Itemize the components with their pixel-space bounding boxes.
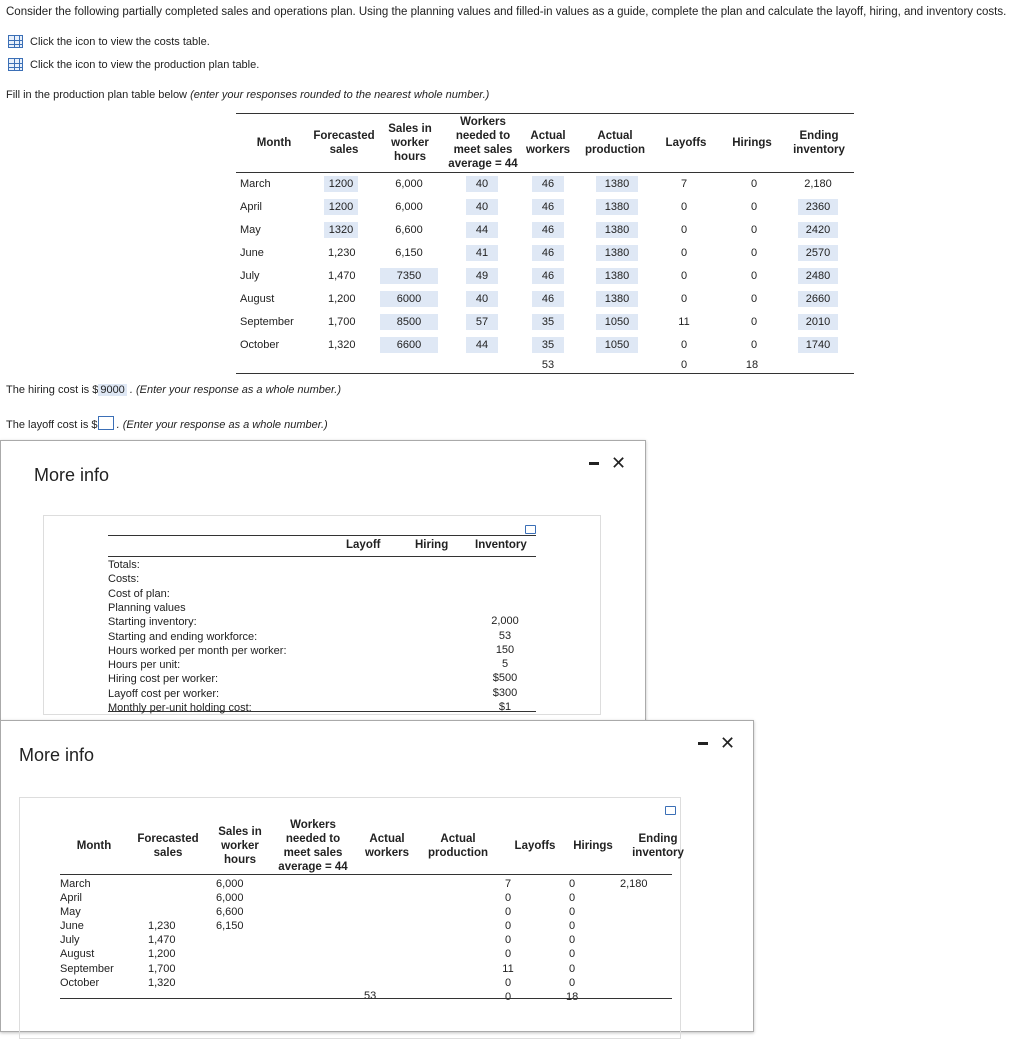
plan-cell[interactable]: 6600 bbox=[380, 337, 438, 353]
planning-value: 2,000 bbox=[491, 615, 519, 628]
plan-col-header: Forecasted sales bbox=[313, 130, 375, 156]
table-icon[interactable] bbox=[8, 58, 23, 71]
plan-cell[interactable]: 46 bbox=[532, 268, 564, 284]
plan-cell[interactable]: 7350 bbox=[380, 268, 438, 284]
layoff-cost-line bbox=[6, 416, 328, 431]
plan-col-header: Ending inventory bbox=[793, 130, 845, 156]
plan-reference-hirings: 0 bbox=[568, 878, 576, 890]
plan-cell[interactable]: 40 bbox=[466, 199, 498, 215]
plan-cell[interactable]: 2010 bbox=[798, 314, 838, 330]
instruction bbox=[6, 89, 489, 101]
footer-layoffs: 0 bbox=[680, 359, 688, 371]
production-plan-modal bbox=[0, 720, 754, 1032]
instruction-main: Fill in the production plan table below bbox=[6, 89, 188, 101]
copy-icon[interactable] bbox=[525, 525, 536, 534]
plan-table-frame bbox=[19, 797, 684, 1039]
plan-col-header: Workers needed to meet sales average = 44 bbox=[448, 116, 518, 170]
plan-reference-layoffs: 0 bbox=[504, 948, 512, 961]
hiring-cost-input[interactable]: 9000 bbox=[100, 384, 125, 396]
plan-reference-col-header: Actual production bbox=[427, 833, 489, 859]
planning-value: 53 bbox=[498, 629, 512, 642]
hiring-cost-line bbox=[6, 384, 341, 396]
plan-reference-col-header: Ending inventory bbox=[632, 833, 684, 859]
plan-reference-layoffs: 0 bbox=[504, 976, 512, 989]
col-hiring: Hiring bbox=[415, 539, 449, 551]
plan-reference-hours: 6,150 bbox=[216, 920, 244, 933]
plan-col-header: Sales in worker hours bbox=[388, 123, 432, 163]
plan-reference-hours: 6,600 bbox=[216, 906, 244, 919]
plan-cell: 0 bbox=[750, 178, 758, 190]
plan-reference-month: August bbox=[60, 948, 95, 961]
plan-reference-forecast: 1,230 bbox=[148, 920, 176, 933]
plan-reference-hirings: 18 bbox=[566, 990, 579, 1003]
modal-controls bbox=[698, 734, 735, 752]
planning-value: $300 bbox=[492, 686, 518, 699]
plan-cell[interactable]: 41 bbox=[466, 245, 498, 261]
costs-table-link[interactable] bbox=[8, 35, 210, 48]
plan-cell[interactable]: 1380 bbox=[596, 245, 638, 261]
plan-cell[interactable]: 46 bbox=[532, 176, 564, 192]
plan-cell[interactable]: 35 bbox=[532, 337, 564, 353]
plan-reference-layoffs: 0 bbox=[504, 892, 512, 905]
hiring-cost-prefix: The hiring cost is $ bbox=[6, 384, 99, 396]
plan-reference-month: April bbox=[60, 892, 83, 905]
plan-cell[interactable]: 1380 bbox=[596, 268, 638, 284]
planning-value: $500 bbox=[492, 672, 518, 685]
close-icon[interactable]: ✕ bbox=[720, 733, 736, 753]
plan-cell: 0 bbox=[750, 270, 758, 282]
plan-col-header: Actual production bbox=[584, 130, 646, 156]
plan-cell: 0 bbox=[750, 316, 758, 328]
plan-reference-forecast: 1,320 bbox=[148, 976, 176, 989]
plan-cell[interactable]: 35 bbox=[532, 314, 564, 330]
plan-month: April bbox=[240, 201, 263, 213]
plan-reference-month: October bbox=[60, 976, 100, 989]
plan-footer-row bbox=[236, 357, 854, 373]
layoff-cost-input[interactable] bbox=[98, 416, 114, 430]
modal-title: More info bbox=[34, 465, 110, 485]
plan-cell[interactable]: 46 bbox=[532, 245, 564, 261]
plan-cell[interactable]: 1050 bbox=[596, 314, 638, 330]
plan-reference-layoffs: 11 bbox=[502, 962, 514, 975]
plan-reference-month: July bbox=[60, 934, 80, 947]
plan-col-header: Layoffs bbox=[665, 137, 707, 149]
plan-reference-col-header: Hirings bbox=[573, 840, 613, 852]
ending-inventory-value: 2,180 bbox=[620, 878, 648, 890]
production-plan-table bbox=[236, 113, 854, 374]
plan-cell: 0 bbox=[750, 293, 758, 305]
plan-row bbox=[236, 173, 854, 196]
plan-header-row bbox=[236, 114, 854, 173]
plan-reference-forecast: 1,470 bbox=[148, 934, 176, 947]
plan-cell[interactable]: 1320 bbox=[324, 222, 358, 238]
plan-cell[interactable]: 6000 bbox=[380, 291, 438, 307]
plan-cell: 0 bbox=[680, 201, 688, 213]
plan-cell[interactable]: 1380 bbox=[596, 199, 638, 215]
plan-col-header: Actual workers bbox=[525, 130, 571, 156]
plan-reference-col-header: Forecasted sales bbox=[137, 833, 199, 859]
plan-cell: 1,230 bbox=[328, 247, 356, 259]
plan-row bbox=[236, 334, 854, 357]
plan-cell: 0 bbox=[680, 339, 688, 351]
plan-cell: 7 bbox=[680, 178, 688, 190]
plan-reference-layoffs: 0 bbox=[504, 990, 512, 1003]
plan-reference-col-header: Actual workers bbox=[364, 833, 410, 859]
costs-modal bbox=[0, 440, 646, 732]
plan-cell: 0 bbox=[680, 293, 688, 305]
plan-reference-month: May bbox=[60, 906, 81, 919]
plan-cell: 2,180 bbox=[804, 178, 832, 190]
plan-cell: 0 bbox=[680, 247, 688, 259]
costs-table bbox=[108, 535, 536, 712]
instruction-note: (enter your responses rounded to the nearest whole number.) bbox=[190, 89, 490, 101]
plan-row bbox=[236, 219, 854, 242]
plan-cell[interactable]: 1200 bbox=[324, 199, 358, 215]
plan-reference-hirings: 0 bbox=[568, 948, 576, 961]
plan-reference-hirings: 0 bbox=[568, 962, 576, 975]
plan-row bbox=[236, 265, 854, 288]
plan-cell[interactable]: 46 bbox=[532, 222, 564, 238]
plan-reference-month: June bbox=[60, 920, 84, 933]
plan-cell[interactable]: 2480 bbox=[798, 268, 838, 284]
planning-value: 5 bbox=[501, 658, 509, 671]
plan-reference-header bbox=[60, 818, 684, 875]
plan-col-header: Hirings bbox=[732, 137, 772, 149]
close-icon[interactable]: ✕ bbox=[611, 453, 627, 473]
plan-cell[interactable]: 2660 bbox=[798, 291, 838, 307]
plan-reference-hirings: 0 bbox=[568, 934, 576, 947]
production-plan-link[interactable] bbox=[8, 58, 259, 71]
plan-reference-month: March bbox=[60, 878, 91, 890]
plan-cell[interactable]: 2360 bbox=[798, 199, 838, 215]
costs-row-label: Starting inventory: bbox=[108, 616, 197, 629]
plan-reference-col-header: Sales in worker hours bbox=[218, 826, 262, 866]
plan-row bbox=[236, 196, 854, 219]
plan-reference-layoffs: 0 bbox=[504, 934, 512, 947]
plan-cell: 1,700 bbox=[328, 316, 356, 328]
costs-row-label: Totals: bbox=[108, 559, 140, 571]
footer-actual-workers: 53 bbox=[541, 359, 555, 371]
plan-cell: 1,320 bbox=[328, 339, 356, 351]
planning-value: 150 bbox=[495, 643, 515, 656]
plan-month: June bbox=[240, 247, 264, 259]
plan-month: August bbox=[240, 293, 275, 305]
plan-cell[interactable]: 44 bbox=[466, 337, 498, 353]
plan-cell: 11 bbox=[678, 316, 690, 328]
footer-hirings: 18 bbox=[745, 359, 759, 371]
plan-cell[interactable]: 49 bbox=[466, 268, 498, 284]
plan-month: March bbox=[240, 178, 271, 190]
plan-col-header: Month bbox=[256, 137, 292, 149]
plan-reference-layoffs: 0 bbox=[504, 920, 512, 933]
plan-month: October bbox=[240, 339, 280, 351]
plan-cell: 0 bbox=[680, 224, 688, 236]
plan-cell: 1,200 bbox=[328, 293, 356, 305]
plan-reference-body bbox=[60, 875, 672, 1003]
col-layoff: Layoff bbox=[346, 539, 381, 551]
plan-reference-layoffs: 7 bbox=[504, 878, 512, 890]
plan-reference-hirings: 0 bbox=[568, 906, 576, 919]
plan-month: July bbox=[240, 270, 260, 282]
plan-reference-col-header: Month bbox=[76, 840, 112, 852]
plan-cell[interactable]: 1740 bbox=[798, 337, 838, 353]
plan-cell[interactable]: 2420 bbox=[798, 222, 838, 238]
plan-reference-col-header: Layoffs bbox=[514, 840, 556, 852]
plan-cell: 6,000 bbox=[395, 178, 423, 190]
plan-row bbox=[236, 311, 854, 334]
plan-cell: 0 bbox=[680, 270, 688, 282]
plan-cell: 0 bbox=[750, 224, 758, 236]
planning-value: $1 bbox=[498, 701, 512, 713]
plan-month: September bbox=[240, 316, 294, 328]
plan-cell[interactable]: 1380 bbox=[596, 176, 638, 192]
actual-workers-total: 53 bbox=[364, 990, 377, 1002]
col-inventory: Inventory bbox=[475, 539, 527, 551]
plan-row bbox=[236, 288, 854, 311]
layoff-cost-hint: . (Enter your response as a whole number.) bbox=[116, 419, 328, 431]
plan-cell: 0 bbox=[750, 339, 758, 351]
copy-icon[interactable] bbox=[665, 806, 676, 815]
plan-cell: 0 bbox=[750, 247, 758, 259]
plan-reference-forecast: 1,700 bbox=[148, 962, 176, 975]
costs-row-label: Cost of plan: bbox=[108, 587, 170, 600]
plan-cell[interactable]: 46 bbox=[532, 291, 564, 307]
plan-cell: 1,470 bbox=[328, 270, 356, 282]
plan-month: May bbox=[240, 224, 261, 236]
plan-reference-forecast: 1,200 bbox=[148, 948, 176, 961]
question-text: Consider the following partially completed sales and operations plan. Using the planning values and filled-in values as a guide, complete the plan and calculate the layoff, hiring, and inventory costs. bbox=[6, 6, 1007, 18]
plan-cell[interactable]: 1380 bbox=[596, 291, 638, 307]
costs-table-body bbox=[108, 557, 536, 712]
minimize-icon[interactable] bbox=[698, 742, 708, 745]
costs-row-label: Starting and ending workforce: bbox=[108, 630, 258, 643]
plan-reference-hirings: 0 bbox=[568, 920, 576, 933]
modal-title: More info bbox=[19, 745, 95, 765]
costs-row-label: Planning values bbox=[108, 601, 186, 614]
plan-reference-table bbox=[60, 818, 684, 1003]
plan-reference-hirings: 0 bbox=[568, 892, 576, 905]
plan-cell: 6,600 bbox=[395, 224, 423, 236]
costs-row-label: Hours per unit: bbox=[108, 659, 181, 672]
plan-reference-hours: 6,000 bbox=[216, 878, 244, 890]
plan-cell[interactable]: 8500 bbox=[380, 314, 438, 330]
plan-cell[interactable]: 57 bbox=[466, 314, 498, 330]
plan-cell[interactable]: 1200 bbox=[324, 176, 358, 192]
costs-row-label: Layoff cost per worker: bbox=[108, 687, 220, 700]
table-bottom-rule bbox=[60, 998, 672, 999]
costs-row-label: Hiring cost per worker: bbox=[108, 673, 219, 686]
plan-reference-hirings: 0 bbox=[568, 976, 576, 989]
plan-reference-layoffs: 0 bbox=[504, 906, 512, 919]
table-icon[interactable] bbox=[8, 35, 23, 48]
plan-cell: 6,150 bbox=[395, 247, 423, 259]
plan-cell[interactable]: 44 bbox=[466, 222, 498, 238]
plan-cell[interactable]: 1380 bbox=[596, 222, 638, 238]
plan-cell: 6,000 bbox=[395, 201, 423, 213]
costs-table-header bbox=[108, 535, 536, 557]
production-plan-link-label[interactable]: Click the icon to view the production plan table. bbox=[30, 58, 260, 71]
layoff-cost-prefix: The layoff cost is $ bbox=[6, 419, 98, 431]
plan-reference-hours: 6,000 bbox=[216, 892, 244, 905]
minimize-icon[interactable] bbox=[589, 462, 599, 465]
modal-controls bbox=[589, 454, 626, 472]
plan-row bbox=[236, 242, 854, 265]
plan-cell[interactable]: 46 bbox=[532, 199, 564, 215]
plan-reference-month: September bbox=[60, 962, 114, 975]
costs-table-link-label[interactable]: Click the icon to view the costs table. bbox=[30, 35, 210, 48]
costs-row-label: Costs: bbox=[108, 573, 140, 586]
plan-cell[interactable]: 40 bbox=[466, 291, 498, 307]
hiring-cost-hint: . (Enter your response as a whole number.) bbox=[129, 384, 342, 396]
costs-row-label: Hours worked per month per worker: bbox=[108, 644, 287, 657]
plan-cell[interactable]: 2570 bbox=[798, 245, 838, 261]
plan-reference-col-header: Workers needed to meet sales average = 44 bbox=[278, 819, 348, 873]
plan-cell: 0 bbox=[750, 201, 758, 213]
plan-cell[interactable]: 1050 bbox=[596, 337, 638, 353]
plan-cell[interactable]: 40 bbox=[466, 176, 498, 192]
costs-table-frame bbox=[43, 515, 601, 715]
costs-row-label: Monthly per-unit holding cost: bbox=[108, 702, 252, 714]
